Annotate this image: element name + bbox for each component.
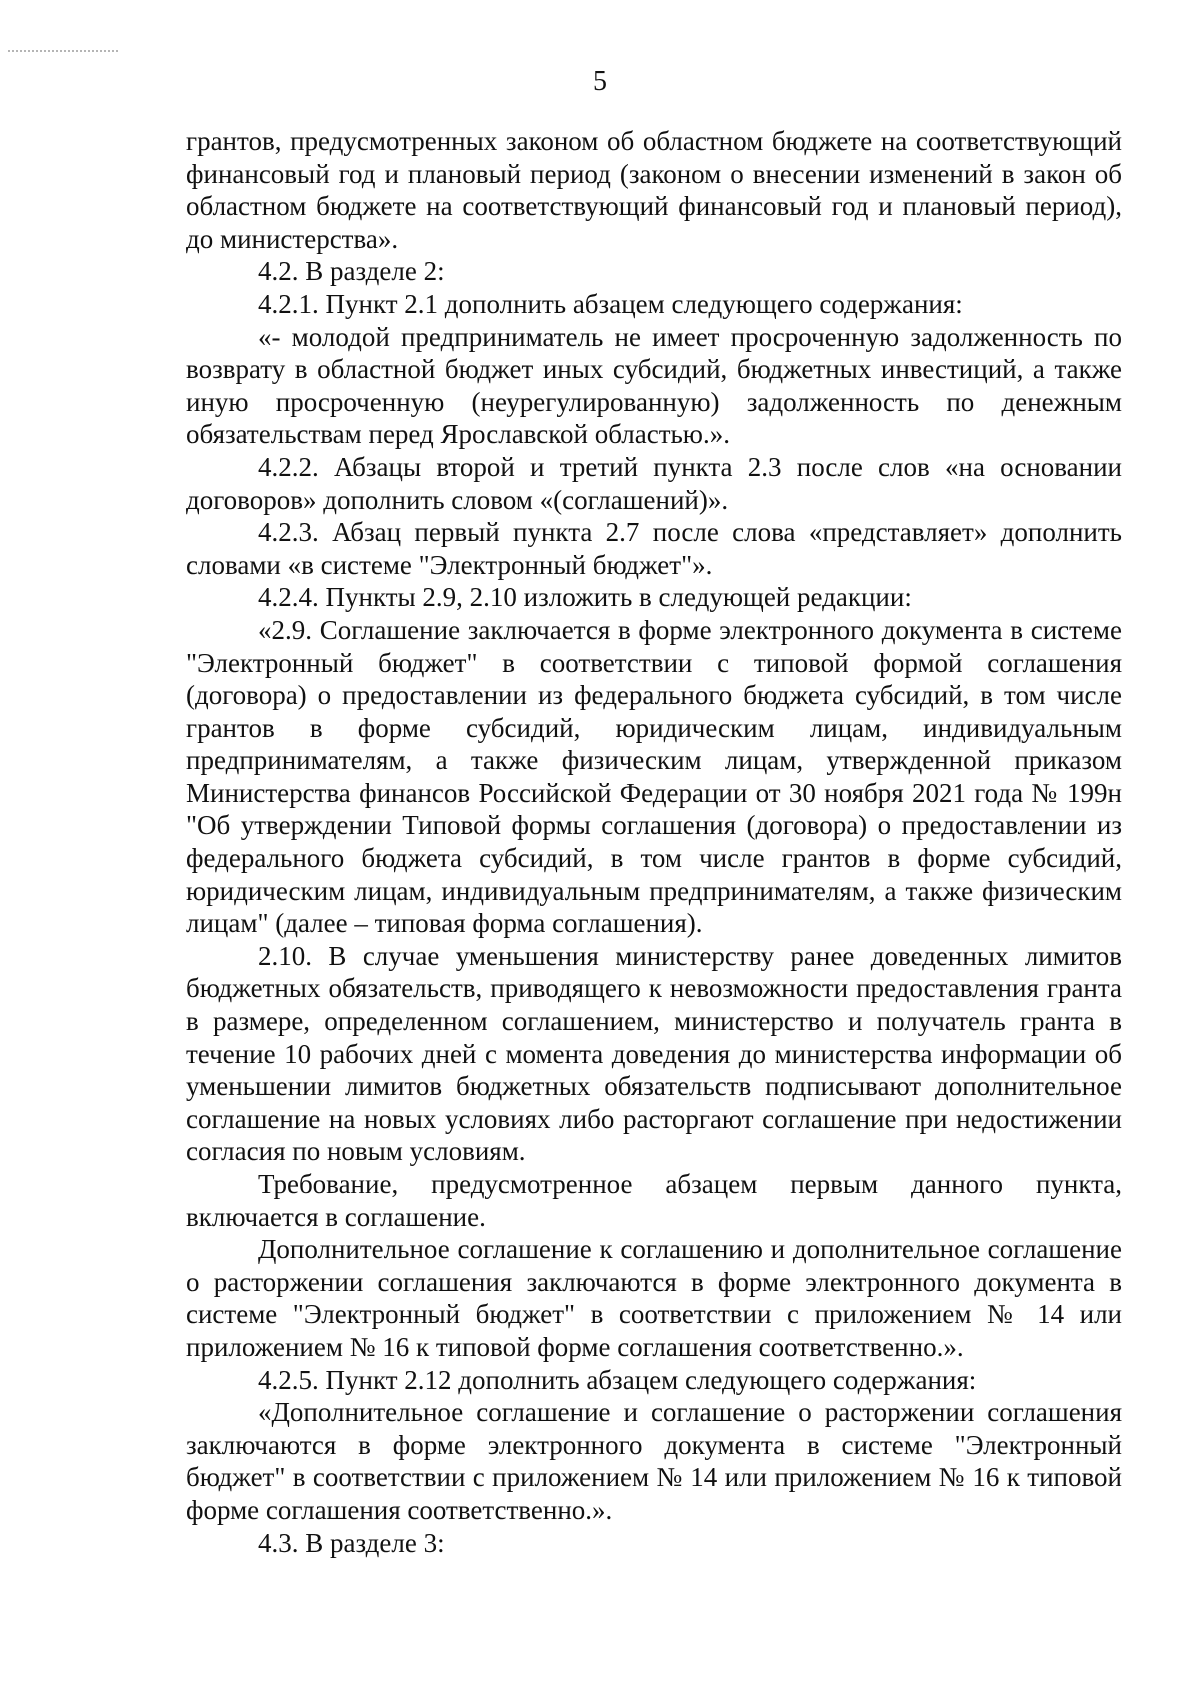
paragraph: «2.9. Соглашение заключается в форме электронного документа в системе "Электронный бюджет" в соответствии с типовой формой соглашения (договора) о предоставлении из федерального бюджета субсидий, в том числе грантов в форме субсидий, юридическим лицам, индивидуальным предпринимателям, а также физическим лицам, утвержденной приказом Министерства финансов Российской Федерации от 30 ноября 2021 года № 199н "Об утверждении Типовой формы соглашения (договора) о предоставлении из федерального бюджета субсидий, в том числе грантов в форме субсидий, юридическим лицам, индивидуальным предпринимателям, а также физическим лицам" (далее – типовая форма соглашения). <box>186 614 1122 939</box>
paragraph: 4.2.4. Пункты 2.9, 2.10 изложить в следующей редакции: <box>258 582 912 613</box>
scan-artifact <box>8 50 118 55</box>
paragraph: Требование, предусмотренное абзацем первым данного пункта, включается в соглашение. <box>186 1169 1122 1232</box>
paragraph: 4.2.1. Пункт 2.1 дополнить абзацем следующего содержания: <box>258 288 963 319</box>
document-body <box>186 125 1122 1559</box>
paragraph: 4.2.3. Абзац первый пункта 2.7 после слова «представляет» дополнить словами «в системе "Электронный бюджет"». <box>186 517 1122 580</box>
paragraph: Дополнительное соглашение к соглашению и дополнительное соглашение о расторжении соглашения заключаются в форме электронного документа в системе "Электронный бюджет" в соответствии с приложением № 14 или приложением № 16 к типовой форме соглашения соответственно.». <box>186 1234 1122 1362</box>
paragraph: грантов, предусмотренных законом об областном бюджете на соответствующий финансовый год и плановый период (законом о внесении изменений в закон об областном бюджете на соответствующий финансовый год и плановый период), до министерства». <box>186 126 1122 254</box>
paragraph: 2.10. В случае уменьшения министерству ранее доведенных лимитов бюджетных обязательств, приводящего к невозможности предоставления гранта в размере, определенном соглашением, министерство и получатель гранта в течение 10 рабочих дней с момента доведения до министерства информации об уменьшении лимитов бюджетных обязательств подписывают дополнительное соглашение на новых условиях либо расторгают соглашение при недостижении согласия по новым условиям. <box>186 940 1122 1167</box>
page-number: 5 <box>593 66 607 97</box>
paragraph: «Дополнительное соглашение и соглашение о расторжении соглашения заключаются в форме электронного документа в системе "Электронный бюджет" в соответствии с приложением № 14 или приложением № 16 к типовой форме соглашения соответственно.». <box>186 1397 1122 1525</box>
paragraph: «- молодой предприниматель не имеет просроченную задолженность по возврату в областной бюджет иных субсидий, бюджетных инвестиций, а также иную просроченную (неурегулированную) задолженность по денежным обязательствам перед Ярославской областью.». <box>186 321 1122 450</box>
paragraph: 4.2.2. Абзацы второй и третий пункта 2.3 после слов «на основании договоров» дополнить словом «(соглашений)». <box>186 451 1122 515</box>
paragraph: 4.3. В разделе 3: <box>258 1527 445 1558</box>
paragraph: 4.2. В разделе 2: <box>258 256 445 287</box>
paragraph: 4.2.5. Пункт 2.12 дополнить абзацем следующего содержания: <box>258 1364 977 1395</box>
